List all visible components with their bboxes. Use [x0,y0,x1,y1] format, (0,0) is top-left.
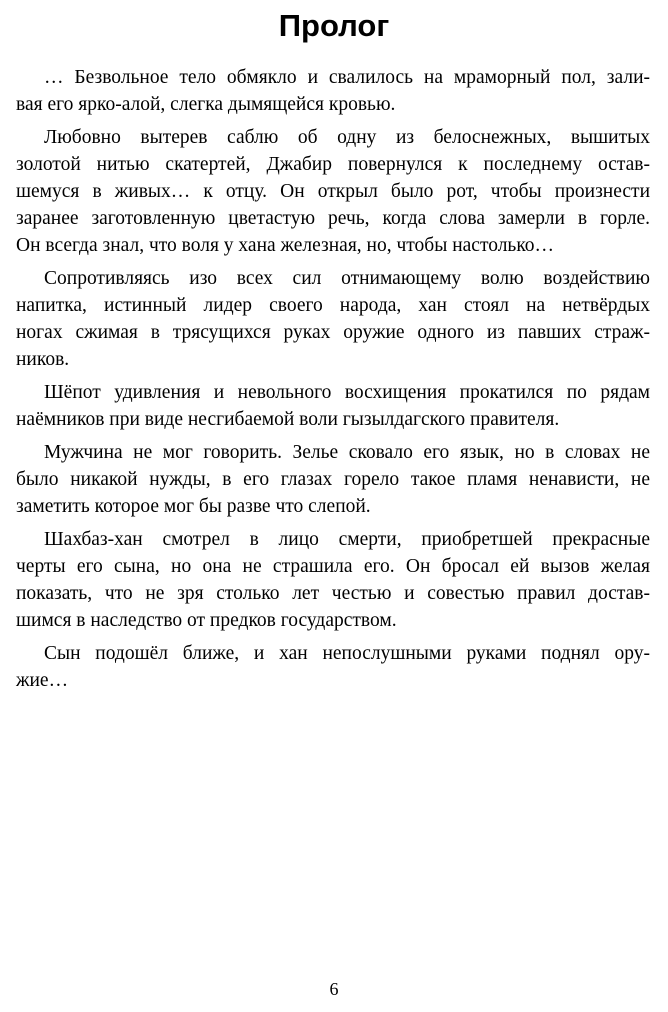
text-line: заметить которое мог бы разве что слепой. [16,496,371,517]
text-line: Сопротивляясь изо всех сил отнимающему волю воздействию [44,268,650,289]
paragraph [16,265,650,373]
text-line: Он всегда знал, что воля у хана железная, но, чтобы настолько… [16,235,555,256]
text-line: Мужчина не мог говорить. Зелье сковало его язык, но в словах не [44,442,650,463]
paragraph [16,439,650,520]
text-line: ников. [16,349,70,370]
text-line: … Безвольное тело обмякло и свалилось на мраморный пол, зали- [44,67,650,88]
text-line: заранее заготовленную цветастую речь, когда слова замерли в горле. [16,208,650,229]
text-line: показать, что не зря столько лет честью и совестью правил достав- [16,583,650,604]
paragraph [16,124,650,259]
paragraph [16,640,650,694]
page-title: Пролог [278,8,390,43]
text-line: черты его сына, но она не страшила его. Он бросал ей вызов желая [16,556,650,577]
text-line: напитка, истинный лидер своего народа, хан стоял на нетвёрдых [16,295,650,316]
text-line: вая его ярко-алой, слегка дымящейся кровью. [16,94,396,115]
paragraph [16,64,650,118]
text-line: жие… [16,670,69,691]
text-body [16,64,650,700]
text-line: было никакой нужды, в его глазах горело такое пламя ненависти, не [16,469,650,490]
text-line: золотой нитью скатертей, Джабир повернулся к последнему остав- [16,154,650,175]
text-line: ногах сжимая в трясущихся руках оружие одного из павших страж- [16,322,650,343]
text-line: наёмников при виде несгибаемой воли гызылдагского правителя. [16,409,560,430]
paragraph [16,526,650,634]
paragraph [16,379,650,433]
text-line: Сын подошёл ближе, и хан непослушными руками поднял ору- [44,643,650,664]
page-number: 6 [329,979,339,999]
text-line: Шёпот удивления и невольного восхищения прокатился по рядам [44,382,650,403]
text-line: шемуся в живых… к отцу. Он открыл было рот, чтобы произнести [16,181,650,202]
text-line: шимся в наследство от предков государством. [16,610,397,631]
text-line: Любовно вытерев саблю об одну из белоснежных, вышитых [44,127,650,148]
text-line: Шахбаз-хан смотрел в лицо смерти, приобретшей прекрасные [44,529,650,550]
